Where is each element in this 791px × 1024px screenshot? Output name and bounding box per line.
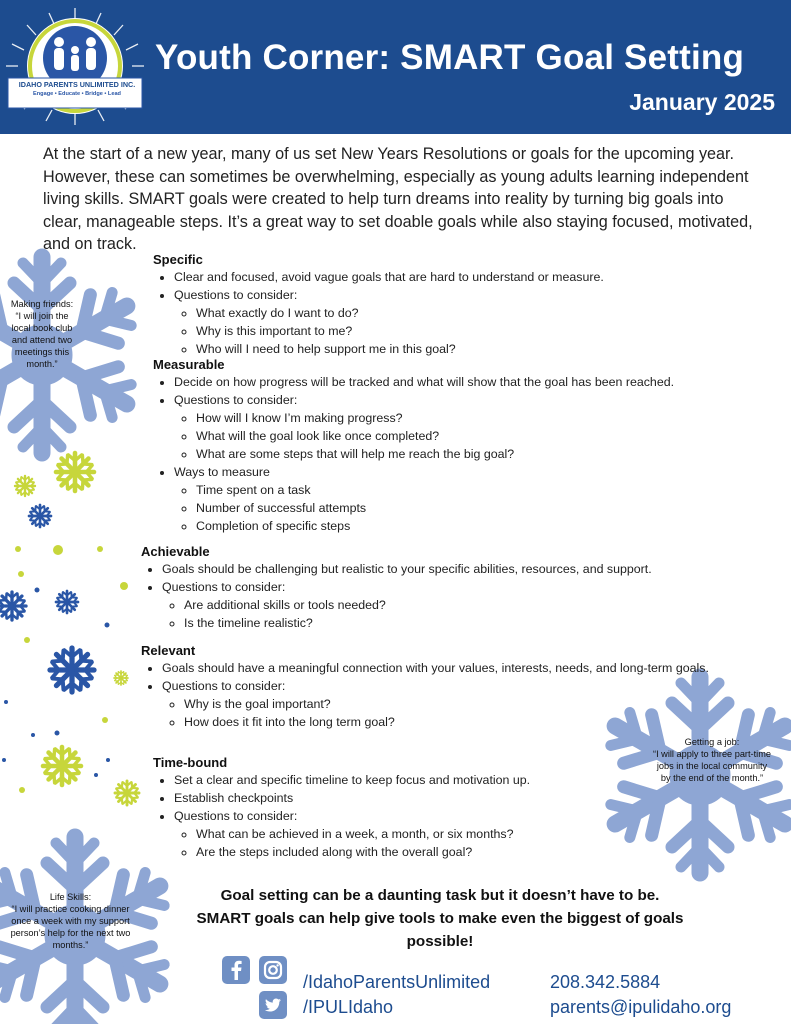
- section-title: Relevant: [141, 643, 196, 658]
- email-link[interactable]: parents@ipulidaho.org: [550, 997, 732, 1017]
- logo-suffix: INC.: [120, 80, 136, 89]
- list-item: ◦ How does it fit into the long term goal?: [184, 713, 741, 731]
- sub-list: [162, 695, 741, 731]
- list-item: • Establish checkpoints: [174, 789, 623, 807]
- list-item: ◦ Who will I need to help support me in this goal?: [196, 340, 783, 358]
- list-item-label: Questions to consider:: [174, 288, 298, 302]
- quote-label: Getting a job:: [684, 737, 740, 747]
- quote-getting-a-job: [652, 736, 772, 784]
- logo-text: [10, 80, 144, 89]
- list-item: [162, 677, 741, 731]
- list-item: • Goals should be challenging but realistic to your specific abilities, resources, and support.: [162, 560, 771, 578]
- list-item-label: Questions to consider:: [162, 679, 286, 693]
- section-title: Measurable: [153, 357, 225, 372]
- quote-life-skills: [8, 891, 133, 951]
- list-item-label: Ways to measure: [174, 465, 270, 479]
- quote-label: Life Skills:: [49, 892, 92, 902]
- list-item: [174, 807, 623, 861]
- logo-name: IDAHO PARENTS UNLIMITED: [18, 80, 119, 89]
- quote-text: “I will apply to three part-time jobs in the local community by the end of the month.”: [653, 749, 771, 783]
- list-item: ◦ What will the goal look like once completed?: [196, 427, 783, 445]
- list-item: ◦ What can be achieved in a week, a month, or six months?: [196, 825, 623, 843]
- list-item: • Set a clear and specific timeline to keep focus and motivation up.: [174, 771, 623, 789]
- list-item: • Clear and focused, avoid vague goals that are hard to understand or measure.: [174, 268, 783, 286]
- list-item: • Decide on how progress will be tracked and what will show that the goal has been reached.: [174, 373, 783, 391]
- list-item-label: Questions to consider:: [162, 580, 286, 594]
- section-achievable: [141, 543, 771, 632]
- section-timebound: [153, 754, 623, 861]
- bullet-list: [153, 268, 783, 358]
- header-banner: [0, 0, 791, 134]
- section-measurable: [153, 356, 783, 535]
- twitter-link[interactable]: /IPULIdaho: [303, 997, 394, 1017]
- list-item: [174, 463, 783, 535]
- list-item: ◦ Completion of specific steps: [196, 517, 783, 535]
- facebook-link[interactable]: /IdahoParentsUnlimited: [303, 972, 491, 992]
- bullet-list: [153, 373, 783, 535]
- intro-paragraph: At the start of a new year, many of us set New Years Resolutions or goals for the upcoming year. However, these can sometimes be overwhelming, especially as young adults learning independent living skills. SMART goals were created to help turn dreams into reality by turning big goals into clear, manageable steps. It’s a great way to set doable goals while also staying focused, motivated, and on track.: [43, 145, 753, 253]
- sub-list: [174, 825, 623, 861]
- list-item: ◦ Are the steps included along with the overall goal?: [196, 843, 623, 861]
- quote-making-friends: [6, 298, 78, 370]
- bullet-list: [141, 560, 771, 632]
- twitter-icon[interactable]: [259, 991, 287, 1019]
- quote-label: Making friends:: [10, 299, 74, 309]
- list-item: [174, 391, 783, 463]
- list-item: ◦ Why is the goal important?: [184, 695, 741, 713]
- facebook-icon[interactable]: [222, 956, 250, 984]
- logo-tagline: Engage • Educate • Bridge • Lead: [33, 91, 121, 97]
- list-item: ◦ Why is this important to me?: [196, 322, 783, 340]
- list-item: ◦ What exactly do I want to do?: [196, 304, 783, 322]
- sub-list: [174, 304, 783, 358]
- list-item: ◦ How will I know I’m making progress?: [196, 409, 783, 427]
- section-specific: [153, 251, 783, 358]
- list-item: [174, 286, 783, 358]
- section-title: Specific: [153, 252, 203, 267]
- phone-number[interactable]: 208.342.5884: [550, 972, 661, 992]
- section-title: Time-bound: [153, 755, 228, 770]
- issue-date: January 2025: [629, 89, 775, 115]
- closing-statement: Goal setting can be a daunting task but it doesn’t have to be. SMART goals can help give tools to make even the biggest of goals possible!: [196, 887, 684, 950]
- list-item: ◦ Time spent on a task: [196, 481, 783, 499]
- sub-list: [174, 481, 783, 535]
- ipul-logo: [4, 8, 146, 126]
- section-relevant: [141, 642, 741, 731]
- list-item: [162, 578, 771, 632]
- section-title: Achievable: [141, 544, 210, 559]
- page-title: Youth Corner: SMART Goal Setting: [155, 38, 745, 77]
- quote-text: “I will join the local book club and attend two meetings this month.”: [11, 311, 73, 369]
- list-item: • Goals should have a meaningful connection with your values, interests, needs, and long-term goals.: [162, 659, 741, 677]
- list-item-label: Questions to consider:: [174, 393, 298, 407]
- bullet-list: [141, 659, 741, 731]
- instagram-icon[interactable]: [259, 956, 287, 984]
- quote-text: “I will practice cooking dinner once a week with my support person’s help for the next two months.”: [10, 904, 131, 950]
- bullet-list: [153, 771, 623, 861]
- list-item: ◦ Number of successful attempts: [196, 499, 783, 517]
- list-item: ◦ Is the timeline realistic?: [184, 614, 771, 632]
- sub-list: [162, 596, 771, 632]
- list-item: ◦ What are some steps that will help me reach the big goal?: [196, 445, 783, 463]
- sub-list: [174, 409, 783, 463]
- list-item: ◦ Are additional skills or tools needed?: [184, 596, 771, 614]
- list-item-label: Questions to consider:: [174, 809, 298, 823]
